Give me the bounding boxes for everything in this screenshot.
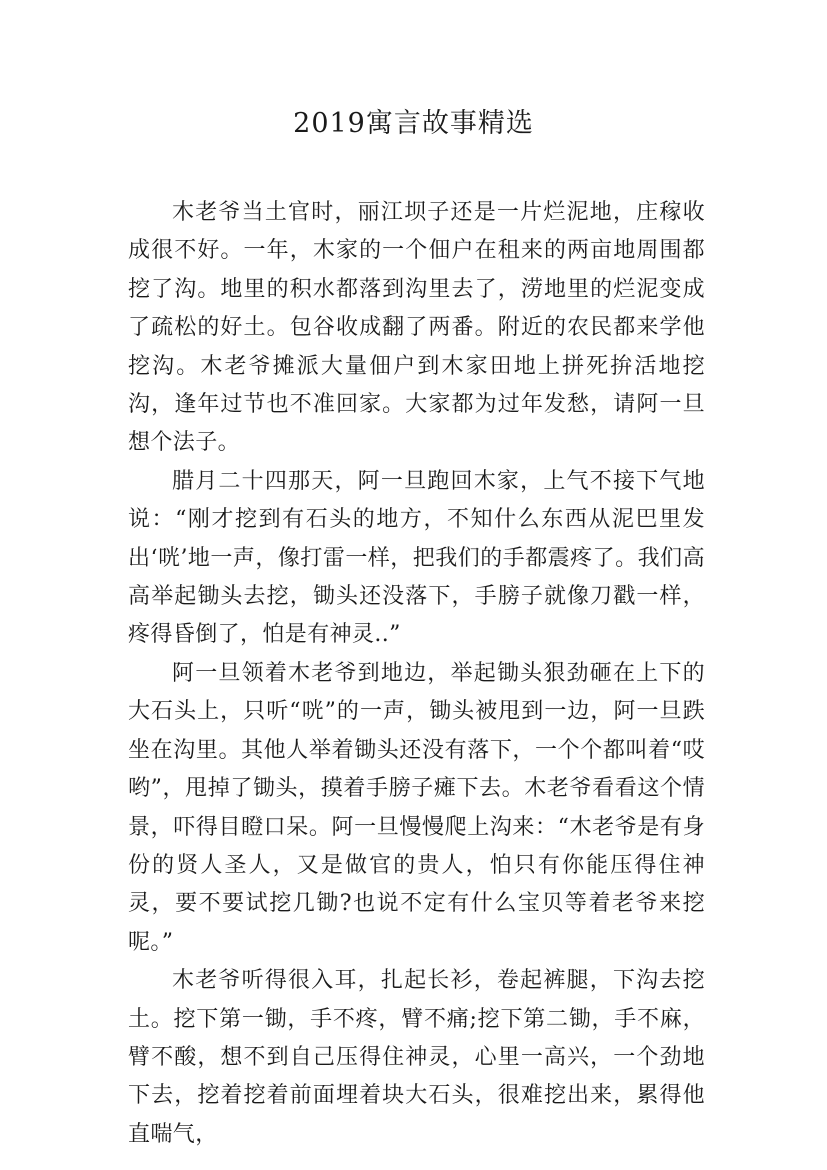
paragraph-4: 木老爷听得很入耳，扎起长衫，卷起裤腿，下沟去挖土。挖下第一锄，手不疼，臂不痛;挖下第二锄，手不麻，臂不酸，想不到自己压得住神灵，心里一高兴，一个劲地下去，挖着挖着前面埋着块大石头，很难挖出来，累得他直喘气， [128,968,705,1147]
story-body [128,194,705,1154]
document-title: 2019寓言故事精选 [293,108,534,139]
paragraph-2: 腊月二十四那天，阿一旦跑回木家，上气不接下气地说：“刚才挖到有石头的地方，不知什么东西从泥巴里发出‘咣’地一声，像打雷一样，把我们的手都震疼了。我们高高举起锄头去挖，锄头还没落下，手膀子就像刀戳一样，疼得昏倒了，怕是有神灵..” [128,468,705,648]
paragraph-3: 阿一旦领着木老爷到地边，举起锄头狠劲砸在上下的大石头上，只听“咣”的一声，锄头被甩到一边，阿一旦跌坐在沟里。其他人举着锄头还没有落下，一个个都叫着“哎哟”，甩掉了锄头，摸着手膀子瘫下去。木老爷看看这个情景，吓得目瞪口呆。阿一旦慢慢爬上沟来：“木老爷是有身份的贤人圣人，又是做官的贵人，怕只有你能压得住神灵，要不要试挖几锄?也说不定有什么宝贝等着老爷来挖呢。” [128,660,705,955]
paragraph-1: 木老爷当土官时，丽江坝子还是一片烂泥地，庄稼收成很不好。一年，木家的一个佃户在租来的两亩地周围都挖了沟。地里的积水都落到沟里去了，涝地里的烂泥变成了疏松的好土。包谷收成翻了两番。附近的农民都来学他挖沟。木老爷摊派大量佃户到木家田地上拼死拚活地挖沟，逢年过节也不准回家。大家都为过年发愁，请阿一旦想个法子。 [128,200,705,456]
